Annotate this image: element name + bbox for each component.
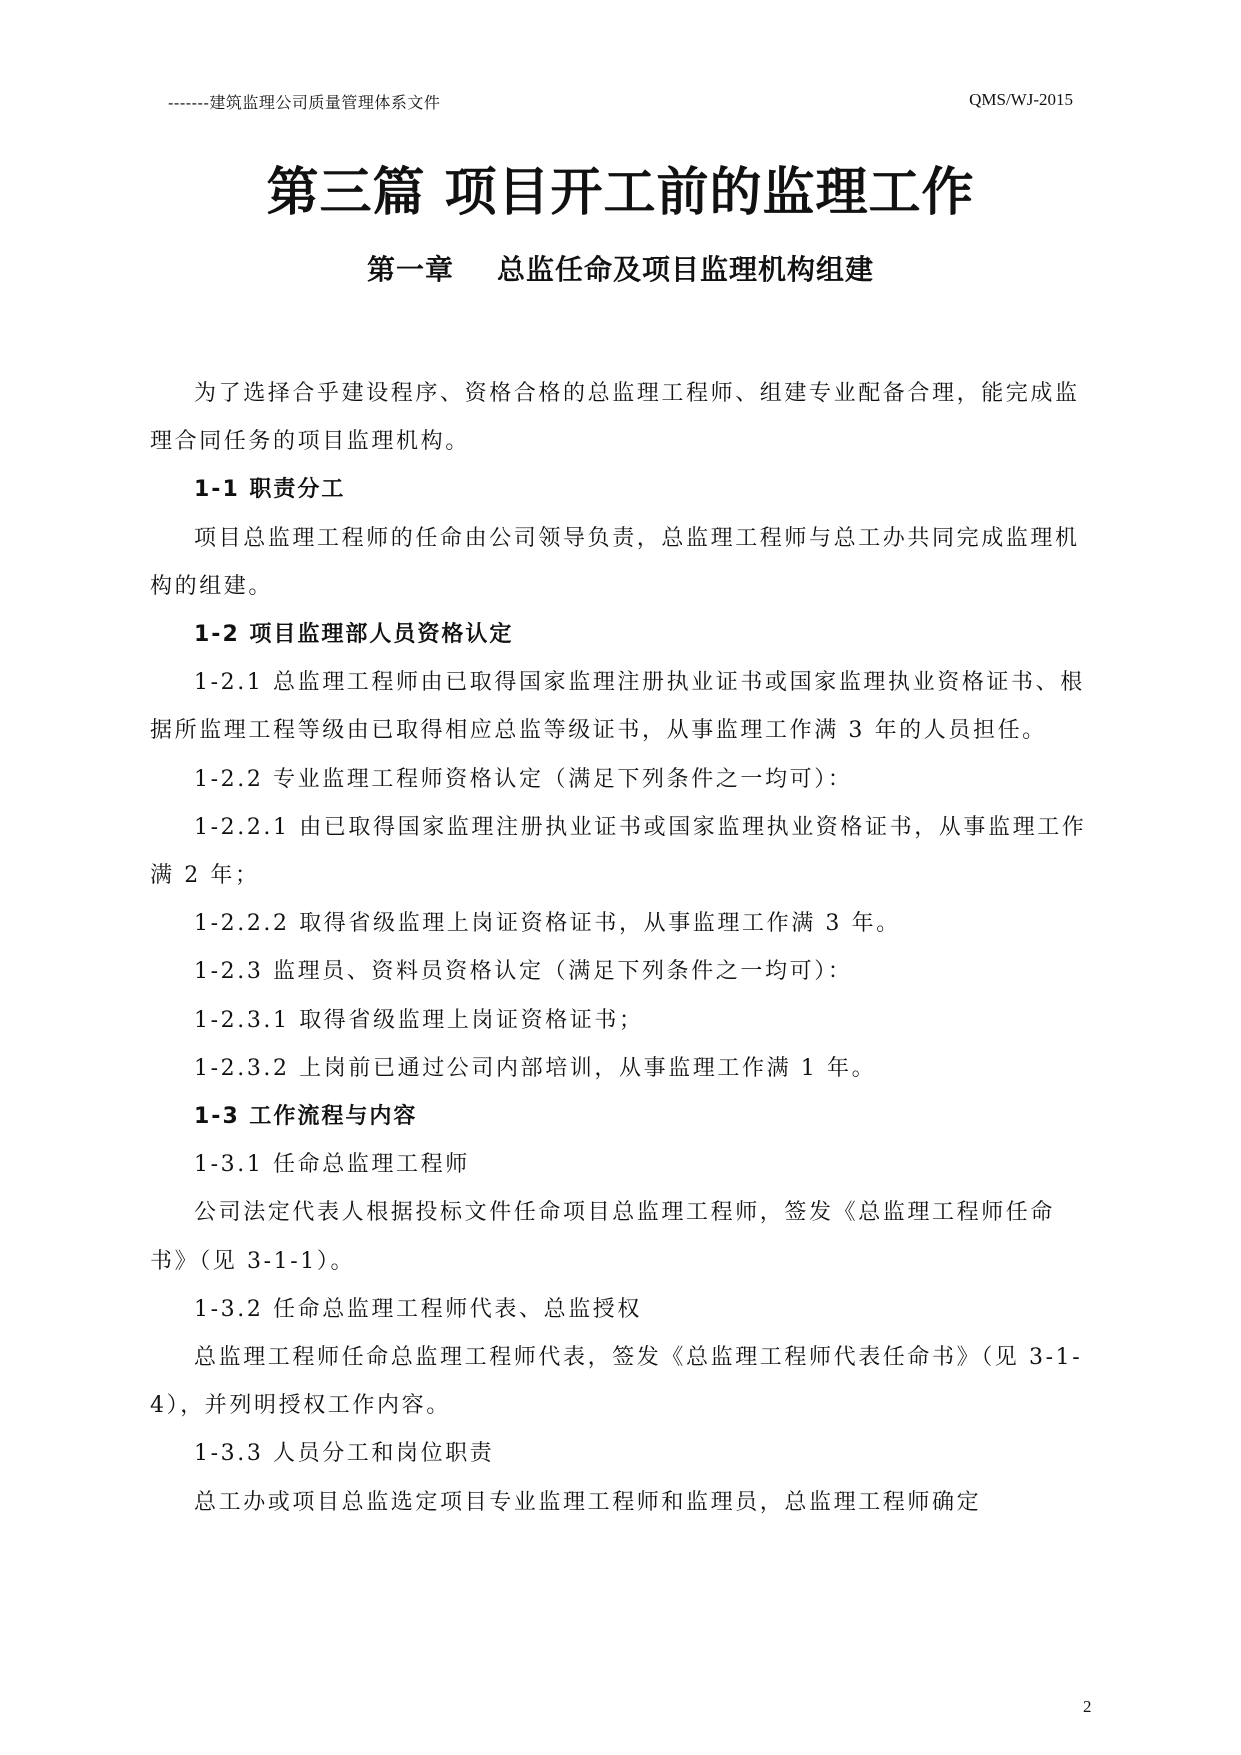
section-heading: 1-3 工作流程与内容 <box>194 1104 418 1130</box>
body-paragraph: 1-2.1 总监理工程师由已取得国家监理注册执业证书或国家监理执业资格证书、根据所监理工程等级由已取得相应总监等级证书，从事监理工作满 3 年的人员担任。 <box>150 670 1085 744</box>
header-document-code: QMS/WJ-2015 <box>969 90 1073 109</box>
body-paragraph: 总监理工程师任命总监理工程师代表，签发《总监理工程师代表任命书》（见 3-1-4），并列明授权工作内容。 <box>150 1345 1083 1419</box>
body-paragraph: 1-2.2.1 由已取得国家监理注册执业证书或国家监理执业资格证书，从事监理工作满 2 年； <box>150 814 1087 889</box>
body-paragraph: 公司法定代表人根据投标文件任命项目总监理工程师，签发《总监理工程师任命书》（见 3-1-1）。 <box>150 1200 1056 1274</box>
part-title: 第三篇 项目开工前的监理工作 <box>266 163 975 223</box>
body-paragraph: 1-3.2 任命总监理工程师代表、总监授权 <box>194 1296 643 1322</box>
body-paragraph: 1-2.3 监理员、资料员资格认定（满足下列条件之一均可）： <box>194 959 853 985</box>
body-paragraph: 总工办或项目总监选定项目专业监理工程师和监理员，总监理工程师确定 <box>194 1489 982 1515</box>
page-number: 2 <box>1083 1697 1092 1716</box>
chapter-title: 第一章 总监任命及项目监理机构组建 <box>367 253 874 286</box>
body-paragraph: 为了选择合乎建设程序、资格合格的总监理工程师、组建专业配备合理，能完成监理合同任务的项目监理机构。 <box>150 381 1080 455</box>
body-paragraph: 1-2.3.2 上岗前已通过公司内部培训，从事监理工作满 1 年。 <box>194 1055 877 1081</box>
header-left-text: -------建筑监理公司质量管理体系文件 <box>168 93 441 112</box>
section-heading: 1-1 职责分工 <box>194 477 346 503</box>
body-paragraph: 1-3.3 人员分工和岗位职责 <box>194 1441 495 1467</box>
body-paragraph: 1-2.2.2 取得省级监理上岗证资格证书，从事监理工作满 3 年。 <box>194 911 901 937</box>
body-paragraph: 项目总监理工程师的任命由公司领导负责，总监理工程师与总工办共同完成监理机构的组建。 <box>150 525 1080 599</box>
body-paragraph: 1-2.3.1 取得省级监理上岗证资格证书； <box>194 1007 644 1033</box>
document-body <box>150 370 1090 1527</box>
body-paragraph: 1-2.2 专业监理工程师资格认定（满足下列条件之一均可）： <box>194 766 853 792</box>
section-heading: 1-2 项目监理部人员资格认定 <box>194 622 514 648</box>
body-paragraph: 1-3.1 任命总监理工程师 <box>194 1152 470 1178</box>
